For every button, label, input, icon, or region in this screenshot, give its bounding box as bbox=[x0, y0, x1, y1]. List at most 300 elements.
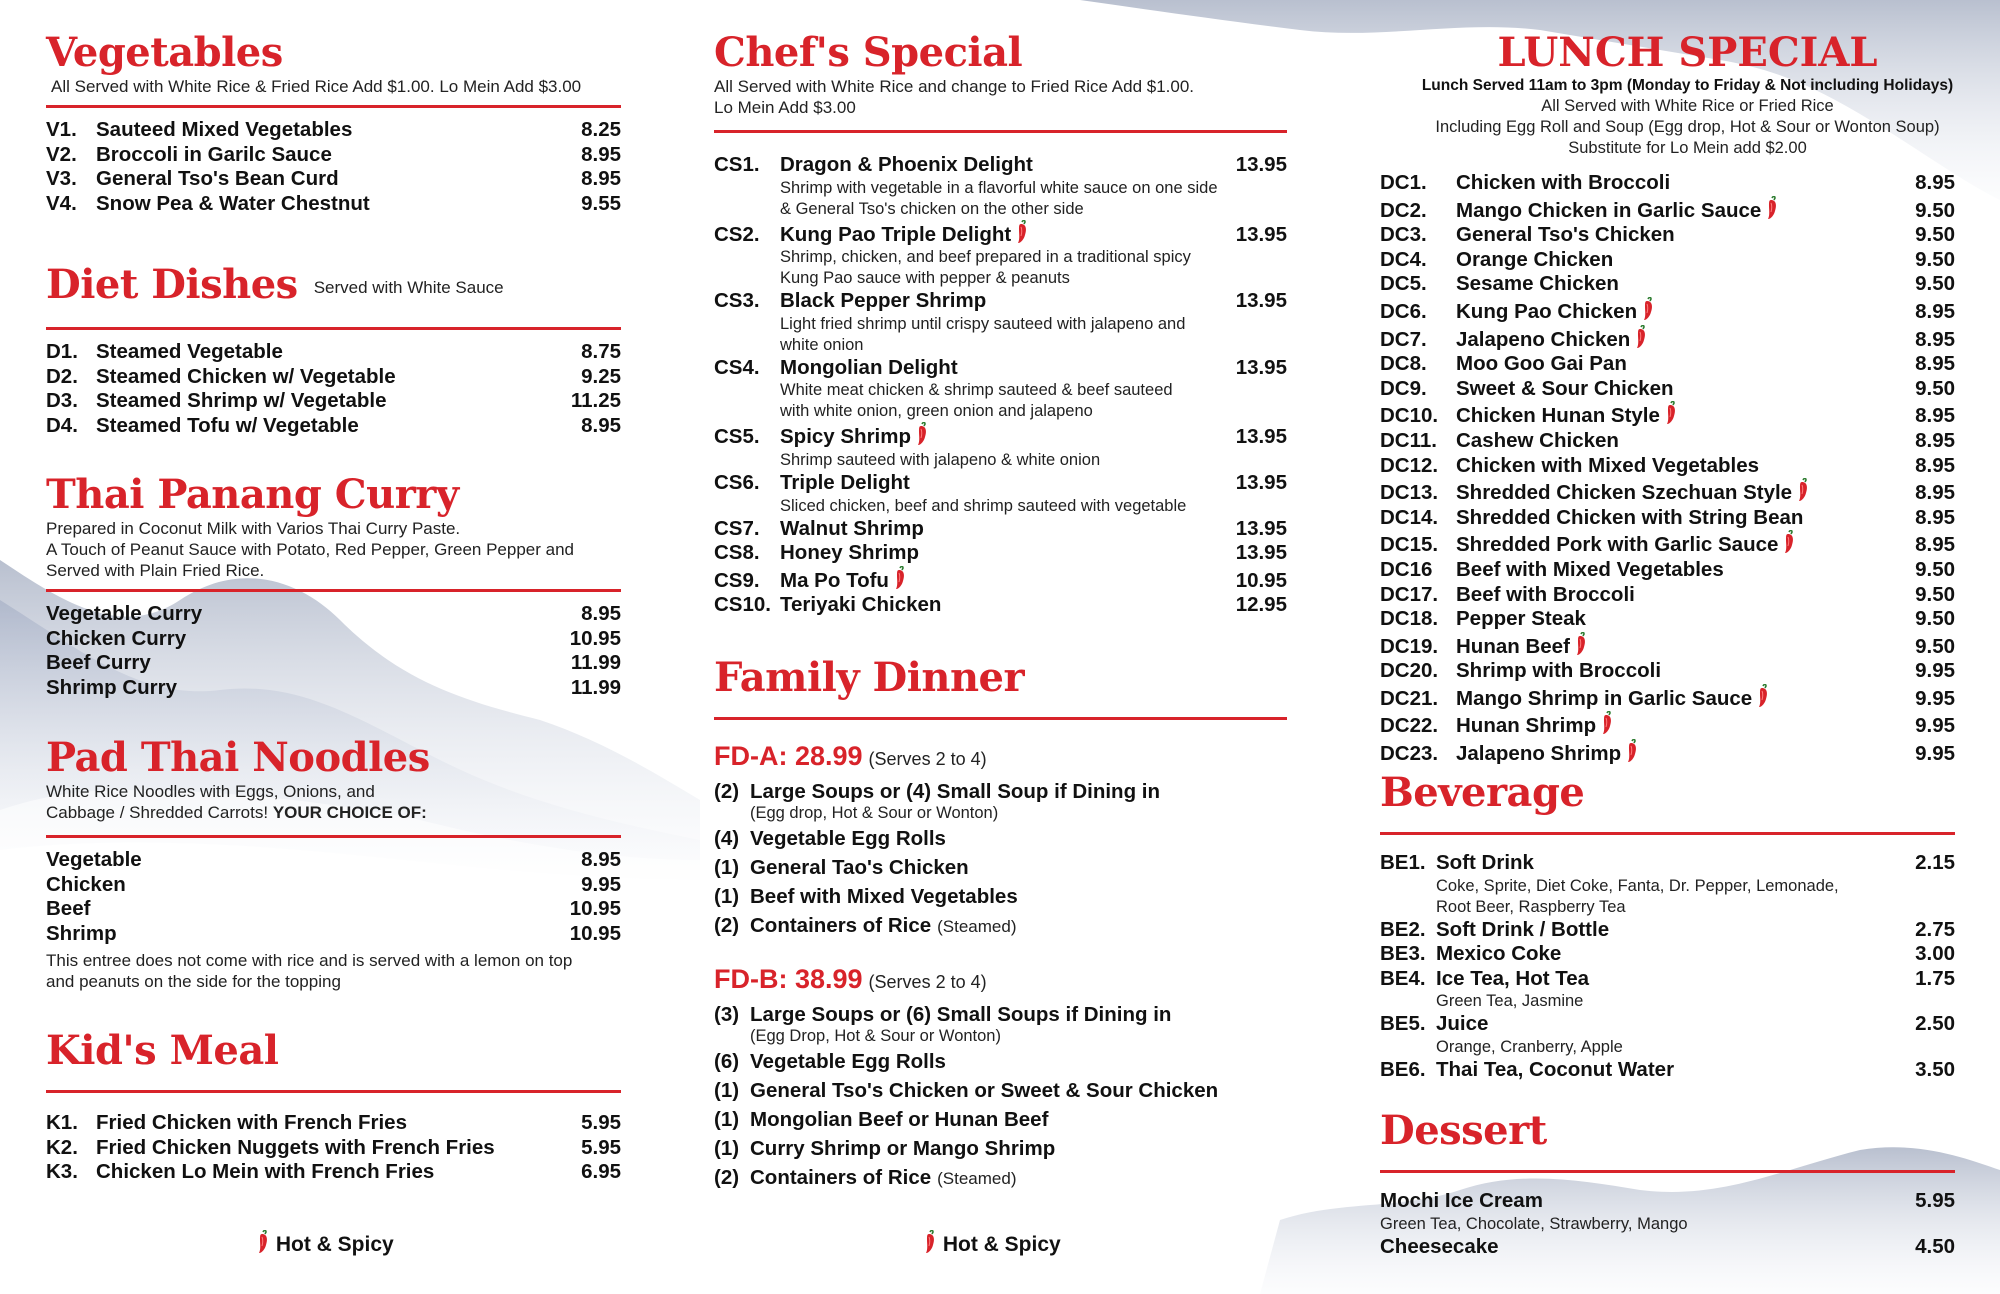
item-name-text: Pepper Steak bbox=[1456, 607, 1586, 631]
item-price: 3.50 bbox=[1915, 1057, 1955, 1081]
item-price: 8.95 bbox=[581, 413, 621, 437]
item-price: 11.25 bbox=[570, 389, 621, 413]
beverage-section bbox=[1380, 770, 1955, 1083]
kids-list bbox=[46, 1111, 621, 1185]
item-name: Containers of Rice bbox=[750, 1166, 932, 1189]
item-name-text: Moo Goo Gai Pan bbox=[1456, 352, 1627, 376]
item-price: 2.15 bbox=[1915, 851, 1955, 874]
pepper-icon bbox=[252, 1233, 270, 1256]
item-name-text: Hunan Beef bbox=[1456, 634, 1570, 658]
item-name-text: Jalapeno Chicken bbox=[1456, 327, 1631, 351]
item-name bbox=[1436, 851, 1915, 876]
item-code: DC12. bbox=[1380, 453, 1439, 477]
item-name bbox=[780, 566, 1236, 594]
kids-section bbox=[46, 1028, 621, 1185]
serves-note: (Serves 2 to 4) bbox=[868, 749, 987, 769]
item-description: Sliced chicken, beef and shrimp sauteed with vegetable bbox=[780, 496, 1187, 515]
menu-item bbox=[46, 143, 621, 168]
item-price: 8.25 bbox=[581, 118, 621, 141]
item-code: DC10. bbox=[1380, 404, 1439, 428]
panang-section bbox=[46, 472, 621, 700]
pepper-icon bbox=[889, 569, 907, 592]
item-price: 9.50 bbox=[1915, 272, 1955, 296]
item-name-text: Shrimp with Broccoli bbox=[1456, 659, 1662, 683]
item-name bbox=[46, 651, 571, 676]
menu-item bbox=[1380, 377, 1955, 402]
dessert-list bbox=[1380, 1189, 1955, 1259]
item-name bbox=[46, 922, 570, 947]
section-footer-1: This entree does not come with rice and is served with a lemon on top bbox=[46, 951, 573, 971]
family-dinner-a-heading bbox=[714, 740, 1287, 775]
section-title: Pad Thai Noodles bbox=[46, 734, 430, 781]
lunch-hours: Lunch Served 11am to 3pm (Monday to Friday & Not including Holidays) bbox=[1421, 77, 1954, 94]
section-title: Beverage bbox=[1380, 769, 1585, 816]
item-name: Curry Shrimp or Mango Shrimp bbox=[750, 1137, 1056, 1160]
menu-item bbox=[1380, 325, 1955, 353]
padthai-list bbox=[46, 848, 621, 946]
item-price: 3.00 bbox=[1915, 942, 1955, 966]
item-price: 8.95 bbox=[581, 167, 621, 191]
menu-item bbox=[1380, 942, 1955, 967]
item-name bbox=[1456, 607, 1915, 632]
item-price: 9.50 bbox=[1915, 247, 1955, 271]
item-name-text: Triple Delight bbox=[780, 470, 910, 494]
item-name bbox=[1380, 1235, 1915, 1260]
family-dinner-item bbox=[714, 914, 1287, 939]
item-price: 13.95 bbox=[1235, 222, 1287, 246]
pepper-icon bbox=[1596, 714, 1614, 737]
menu-item bbox=[1380, 1012, 1955, 1037]
item-price: 13.95 bbox=[1235, 541, 1287, 565]
item-name-text: General Tso's Bean Curd bbox=[96, 167, 339, 191]
section-title-text: Diet Dishes bbox=[46, 261, 298, 308]
item-name-text: Sweet & Sour Chicken bbox=[1456, 376, 1674, 400]
item-name-text: Shredded Chicken Szechuan Style bbox=[1456, 481, 1793, 505]
item-name-text: Mango Shrimp in Garlic Sauce bbox=[1456, 686, 1753, 710]
menu-item bbox=[46, 676, 621, 701]
section-note: All Served with White Rice & Fried Rice Add $1.00. Lo Mein Add $3.00 bbox=[51, 77, 582, 96]
item-price: 8.75 bbox=[581, 340, 621, 363]
menu-item bbox=[714, 566, 1287, 594]
item-name: Vegetable Egg Rolls bbox=[750, 1050, 946, 1073]
item-name bbox=[46, 602, 581, 627]
item-code: DC5. bbox=[1380, 272, 1427, 296]
item-description: (Egg drop, Hot & Sour or Wonton) bbox=[750, 804, 999, 822]
lunch-special-section bbox=[1380, 30, 1955, 767]
item-price: 2.75 bbox=[1915, 917, 1955, 941]
panang-list bbox=[46, 602, 621, 700]
item-name-text: Mochi Ice Cream bbox=[1380, 1189, 1543, 1212]
item-name bbox=[1456, 506, 1915, 531]
item-code: CS5. bbox=[714, 425, 760, 449]
family-dinner-b-list bbox=[714, 1003, 1287, 1191]
item-price: 13.95 bbox=[1235, 470, 1287, 494]
item-price: 8.95 bbox=[1915, 505, 1955, 529]
item-price: 9.50 bbox=[1915, 557, 1955, 581]
section-divider bbox=[46, 589, 621, 592]
item-name-text: Ice Tea, Hot Tea bbox=[1436, 966, 1590, 990]
item-price: 8.95 bbox=[581, 602, 621, 625]
item-name bbox=[1456, 583, 1915, 608]
item-code: BE6. bbox=[1380, 1057, 1426, 1081]
item-quantity: (2) bbox=[714, 1166, 740, 1189]
item-price: 8.95 bbox=[1915, 299, 1955, 323]
section-note-3: Served with Plain Fried Rice. bbox=[46, 561, 265, 580]
item-name: General Tao's Chicken bbox=[750, 856, 969, 879]
menu-item bbox=[46, 848, 621, 873]
pepper-icon bbox=[1761, 199, 1779, 222]
menu-item bbox=[1380, 272, 1955, 297]
item-code: CS8. bbox=[714, 541, 760, 565]
item-price: 13.95 bbox=[1235, 425, 1287, 449]
item-code: D1. bbox=[46, 340, 78, 363]
item-name bbox=[96, 365, 581, 390]
item-name bbox=[780, 153, 1236, 178]
item-name bbox=[96, 340, 581, 365]
item-price: 9.25 bbox=[581, 364, 621, 388]
menu-item bbox=[714, 356, 1287, 381]
pepper-icon bbox=[1570, 635, 1588, 658]
dessert-section bbox=[1380, 1108, 1955, 1259]
menu-item bbox=[46, 1111, 621, 1136]
menu-item bbox=[1380, 607, 1955, 632]
item-price: 9.95 bbox=[1915, 659, 1955, 683]
menu-item bbox=[714, 220, 1287, 248]
section-divider bbox=[1380, 832, 1955, 835]
item-name bbox=[1456, 352, 1915, 377]
item-price: 13.95 bbox=[1235, 289, 1287, 313]
item-name-text: Soft Drink bbox=[1436, 851, 1534, 874]
menu-item bbox=[1380, 918, 1955, 943]
item-code: CS3. bbox=[714, 289, 760, 313]
item-price: 8.95 bbox=[1915, 352, 1955, 376]
item-price: 13.95 bbox=[1235, 153, 1287, 176]
menu-item bbox=[1380, 171, 1955, 196]
section-divider bbox=[46, 105, 621, 108]
pepper-icon bbox=[1792, 481, 1810, 504]
item-name: General Tso's Chicken or Sweet & Sour Chicken bbox=[750, 1079, 1219, 1102]
menu-item bbox=[1380, 248, 1955, 273]
item-name-text: Fried Chicken Nuggets with French Fries bbox=[96, 1135, 495, 1159]
item-description: & General Tso's chicken on the other side bbox=[780, 199, 1084, 218]
item-name bbox=[780, 289, 1236, 314]
item-description: Shrimp with vegetable in a flavorful white sauce on one side bbox=[780, 178, 1218, 197]
item-name-text: Chicken Curry bbox=[46, 626, 187, 650]
section-title bbox=[46, 262, 621, 311]
item-description: Green Tea, Chocolate, Strawberry, Mango bbox=[1380, 1214, 1688, 1233]
item-code: DC18. bbox=[1380, 607, 1439, 631]
menu-item bbox=[714, 289, 1287, 314]
item-description: White meat chicken & shrimp sauteed & beef sauteed bbox=[780, 381, 1173, 400]
item-description: Shrimp, chicken, and beef prepared in a traditional spicy bbox=[780, 248, 1191, 267]
pepper-icon bbox=[911, 425, 929, 448]
menu-item bbox=[46, 167, 621, 192]
item-code: DC16 bbox=[1380, 557, 1433, 581]
menu-item bbox=[1380, 223, 1955, 248]
item-price: 8.95 bbox=[1915, 428, 1955, 452]
item-name bbox=[780, 593, 1236, 618]
family-dinner-item bbox=[714, 885, 1287, 909]
item-name-text: Cashew Chicken bbox=[1456, 428, 1619, 452]
item-code: K3. bbox=[46, 1160, 78, 1184]
menu-item bbox=[1380, 1235, 1955, 1260]
legend-text: Hot & Spicy bbox=[275, 1233, 394, 1256]
family-dinner-item bbox=[714, 780, 1287, 804]
item-name-text: Kung Pao Chicken bbox=[1456, 299, 1638, 323]
section-divider bbox=[714, 130, 1287, 133]
family-dinner-a-price: FD-A: 28.99 bbox=[714, 741, 863, 771]
diet-section bbox=[46, 262, 621, 438]
item-name-text: Beef Curry bbox=[46, 651, 151, 675]
item-code: DC8. bbox=[1380, 352, 1427, 376]
pepper-icon bbox=[919, 1233, 937, 1256]
item-code: DC3. bbox=[1380, 223, 1427, 247]
item-name-text: Sauteed Mixed Vegetables bbox=[96, 118, 353, 141]
item-name bbox=[1436, 942, 1915, 967]
item-name: Beef with Mixed Vegetables bbox=[750, 885, 1018, 908]
item-price: 8.95 bbox=[1915, 453, 1955, 477]
item-name bbox=[1456, 478, 1915, 506]
section-divider bbox=[46, 327, 621, 330]
item-name-text: Mongolian Delight bbox=[780, 355, 958, 379]
item-name-text: General Tso's Chicken bbox=[1456, 223, 1675, 247]
family-dinner-item bbox=[714, 827, 1287, 851]
vegetables-list bbox=[46, 118, 621, 216]
item-name bbox=[1456, 401, 1915, 429]
item-name bbox=[1456, 530, 1915, 558]
item-price: 8.95 bbox=[1915, 533, 1955, 557]
item-name bbox=[1456, 659, 1915, 684]
family-dinner-section bbox=[714, 655, 1287, 1191]
section-title: Vegetables bbox=[46, 29, 283, 76]
family-dinner-b-price: FD-B: 38.99 bbox=[714, 964, 863, 994]
menu-item bbox=[1380, 352, 1955, 377]
item-code: CS7. bbox=[714, 516, 760, 540]
item-name bbox=[1436, 1058, 1915, 1083]
menu-item bbox=[46, 873, 621, 898]
item-code: DC11. bbox=[1380, 428, 1437, 452]
item-name-text: Honey Shrimp bbox=[780, 541, 919, 565]
section-note-1: White Rice Noodles with Eggs, Onions, and bbox=[46, 782, 375, 801]
pepper-icon bbox=[1637, 300, 1655, 323]
vegetables-section bbox=[46, 30, 621, 216]
item-name bbox=[1456, 711, 1915, 739]
item-quantity: (1) bbox=[714, 1108, 740, 1131]
family-dinner-a-list bbox=[714, 780, 1287, 939]
item-name bbox=[46, 676, 571, 701]
item-name-text: Chicken Lo Mein with French Fries bbox=[96, 1160, 435, 1184]
item-name-text: Hunan Shrimp bbox=[1456, 714, 1597, 738]
item-name bbox=[1456, 632, 1915, 660]
item-price: 8.95 bbox=[581, 848, 621, 871]
menu-item bbox=[1380, 851, 1955, 876]
item-code: D4. bbox=[46, 413, 78, 437]
item-name bbox=[46, 873, 581, 898]
item-price: 10.95 bbox=[569, 921, 621, 945]
item-quantity: (1) bbox=[714, 1079, 740, 1102]
item-price: 5.95 bbox=[581, 1111, 621, 1134]
menu-item bbox=[46, 118, 621, 143]
item-code: D2. bbox=[46, 364, 78, 388]
item-name bbox=[780, 220, 1236, 248]
item-name-text: Chicken Hunan Style bbox=[1456, 404, 1660, 428]
item-name-text: Sesame Chicken bbox=[1456, 272, 1619, 296]
item-name bbox=[780, 517, 1236, 542]
item-price: 9.50 bbox=[1915, 376, 1955, 400]
item-code: V3. bbox=[46, 167, 77, 191]
item-name bbox=[1436, 918, 1915, 943]
item-quantity: (1) bbox=[714, 885, 740, 908]
item-price: 13.95 bbox=[1235, 516, 1287, 540]
item-name-text: Fried Chicken with French Fries bbox=[96, 1111, 407, 1134]
menu-item bbox=[714, 541, 1287, 566]
item-code: CS10. bbox=[714, 593, 771, 617]
menu-item bbox=[1380, 454, 1955, 479]
item-code: V2. bbox=[46, 142, 77, 166]
item-name-text: Orange Chicken bbox=[1456, 247, 1614, 271]
menu-item bbox=[46, 389, 621, 414]
item-code: K1. bbox=[46, 1111, 78, 1134]
item-name-text: Chicken bbox=[46, 872, 126, 896]
hot-spicy-legend bbox=[919, 1230, 1061, 1257]
section-note: Served with White Sauce bbox=[313, 278, 504, 297]
menu-item bbox=[46, 602, 621, 627]
menu-item bbox=[46, 627, 621, 652]
item-name bbox=[1456, 684, 1915, 712]
item-description: Root Beer, Raspberry Tea bbox=[1436, 897, 1626, 916]
item-name-text: Thai Tea, Coconut Water bbox=[1436, 1057, 1675, 1081]
item-code: DC9. bbox=[1380, 376, 1427, 400]
item-name bbox=[1436, 1012, 1915, 1037]
item-name-text: Juice bbox=[1436, 1012, 1489, 1036]
item-code: K2. bbox=[46, 1135, 78, 1159]
family-dinner-item bbox=[714, 1108, 1287, 1132]
section-note-1: All Served with White Rice and change to Fried Rice Add $1.00. bbox=[714, 77, 1195, 96]
item-price: 10.95 bbox=[569, 897, 621, 921]
item-name-text: Steamed Shrimp w/ Vegetable bbox=[96, 389, 387, 413]
item-name-text: Beef with Broccoli bbox=[1456, 582, 1635, 606]
item-name: Containers of Rice bbox=[750, 914, 932, 937]
item-name bbox=[1456, 377, 1915, 402]
section-note-2: A Touch of Peanut Sauce with Potato, Red Pepper, Green Pepper and bbox=[46, 540, 574, 559]
item-price: 8.95 bbox=[1915, 481, 1955, 505]
item-description: with white onion, green onion and jalapeno bbox=[780, 402, 1093, 421]
item-name-text: Vegetable Curry bbox=[46, 602, 203, 625]
section-title: Thai Panang Curry bbox=[46, 471, 459, 518]
item-price: 9.95 bbox=[581, 872, 621, 896]
item-name-text: Shrimp bbox=[46, 921, 117, 945]
item-code: DC21. bbox=[1380, 686, 1439, 710]
item-code: BE4. bbox=[1380, 966, 1426, 990]
item-price: 10.95 bbox=[569, 626, 621, 650]
menu-item bbox=[1380, 297, 1955, 325]
item-code: DC23. bbox=[1380, 742, 1439, 766]
section-title: LUNCH SPECIAL bbox=[1497, 29, 1878, 76]
item-code: DC2. bbox=[1380, 198, 1427, 222]
item-price: 1.75 bbox=[1915, 966, 1955, 990]
menu-item bbox=[1380, 1189, 1955, 1214]
item-price: 8.95 bbox=[1915, 327, 1955, 351]
item-name bbox=[1380, 1189, 1915, 1214]
item-name: Large Soups or (6) Small Soups if Dining in bbox=[750, 1003, 1172, 1026]
menu-item bbox=[714, 471, 1287, 496]
item-name bbox=[1456, 297, 1915, 325]
item-price: 6.95 bbox=[581, 1160, 621, 1184]
item-name bbox=[96, 192, 581, 217]
item-name bbox=[96, 389, 571, 414]
item-code: BE2. bbox=[1380, 917, 1426, 941]
item-name bbox=[96, 414, 581, 439]
item-price: 9.95 bbox=[1915, 742, 1955, 766]
item-name-text: Mexico Coke bbox=[1436, 942, 1562, 966]
item-quantity: (6) bbox=[714, 1050, 740, 1073]
menu-item bbox=[1380, 739, 1955, 767]
item-code: CS4. bbox=[714, 355, 760, 379]
item-description: (Egg Drop, Hot & Sour or Wonton) bbox=[750, 1027, 1001, 1045]
item-price: 13.95 bbox=[1235, 355, 1287, 379]
item-name-text: Snow Pea & Water Chestnut bbox=[96, 191, 370, 215]
beverage-list bbox=[1380, 851, 1955, 1083]
item-price: 4.50 bbox=[1915, 1234, 1955, 1258]
menu-item bbox=[1380, 530, 1955, 558]
item-name-text: Shrimp Curry bbox=[46, 675, 177, 699]
item-name-text: Ma Po Tofu bbox=[780, 568, 889, 592]
item-name bbox=[780, 541, 1236, 566]
chef-special-list bbox=[714, 153, 1287, 618]
item-note: (Steamed) bbox=[937, 1169, 1017, 1188]
item-code: CS6. bbox=[714, 470, 760, 494]
item-code: DC13. bbox=[1380, 481, 1439, 505]
lunch-note-1: All Served with White Rice or Fried Rice bbox=[1541, 97, 1834, 115]
item-name-text: Steamed Vegetable bbox=[96, 340, 283, 363]
item-name: Mongolian Beef or Hunan Beef bbox=[750, 1108, 1049, 1131]
item-name: Large Soups or (4) Small Soup if Dining in bbox=[750, 780, 1161, 803]
menu-item bbox=[46, 340, 621, 365]
item-code: DC7. bbox=[1380, 327, 1427, 351]
menu-item bbox=[1380, 583, 1955, 608]
item-description: Coke, Sprite, Diet Coke, Fanta, Dr. Pepper, Lemonade, bbox=[1436, 876, 1839, 895]
item-quantity: (2) bbox=[714, 780, 740, 803]
item-name: Vegetable Egg Rolls bbox=[750, 827, 946, 850]
item-name bbox=[96, 167, 581, 192]
item-code: DC4. bbox=[1380, 247, 1427, 271]
menu-item bbox=[1380, 967, 1955, 992]
section-title: Dessert bbox=[1380, 1107, 1547, 1154]
menu-item bbox=[1380, 558, 1955, 583]
item-code: BE5. bbox=[1380, 1012, 1426, 1036]
item-name bbox=[1456, 248, 1915, 273]
section-title: Family Dinner bbox=[714, 654, 1025, 701]
serves-note: (Serves 2 to 4) bbox=[868, 972, 987, 992]
item-price: 11.99 bbox=[570, 675, 621, 699]
item-name-text: Kung Pao Triple Delight bbox=[780, 222, 1012, 246]
item-price: 9.50 bbox=[1915, 582, 1955, 606]
item-code: DC1. bbox=[1380, 171, 1427, 194]
menu-item bbox=[714, 517, 1287, 542]
item-name-text: Steamed Chicken w/ Vegetable bbox=[96, 364, 396, 388]
item-name bbox=[96, 1160, 581, 1185]
item-name bbox=[1456, 325, 1915, 353]
item-description: Orange, Cranberry, Apple bbox=[1436, 1037, 1623, 1056]
item-price: 8.95 bbox=[1915, 404, 1955, 428]
item-name-text: Chicken with Broccoli bbox=[1456, 171, 1671, 194]
item-name bbox=[1456, 223, 1915, 248]
item-code: DC15. bbox=[1380, 533, 1439, 557]
section-note-1: Prepared in Coconut Milk with Varios Thai Curry Paste. bbox=[46, 519, 461, 538]
item-code: CS2. bbox=[714, 222, 760, 246]
item-name bbox=[780, 356, 1236, 381]
item-description: Kung Pao sauce with pepper & peanuts bbox=[780, 269, 1070, 288]
